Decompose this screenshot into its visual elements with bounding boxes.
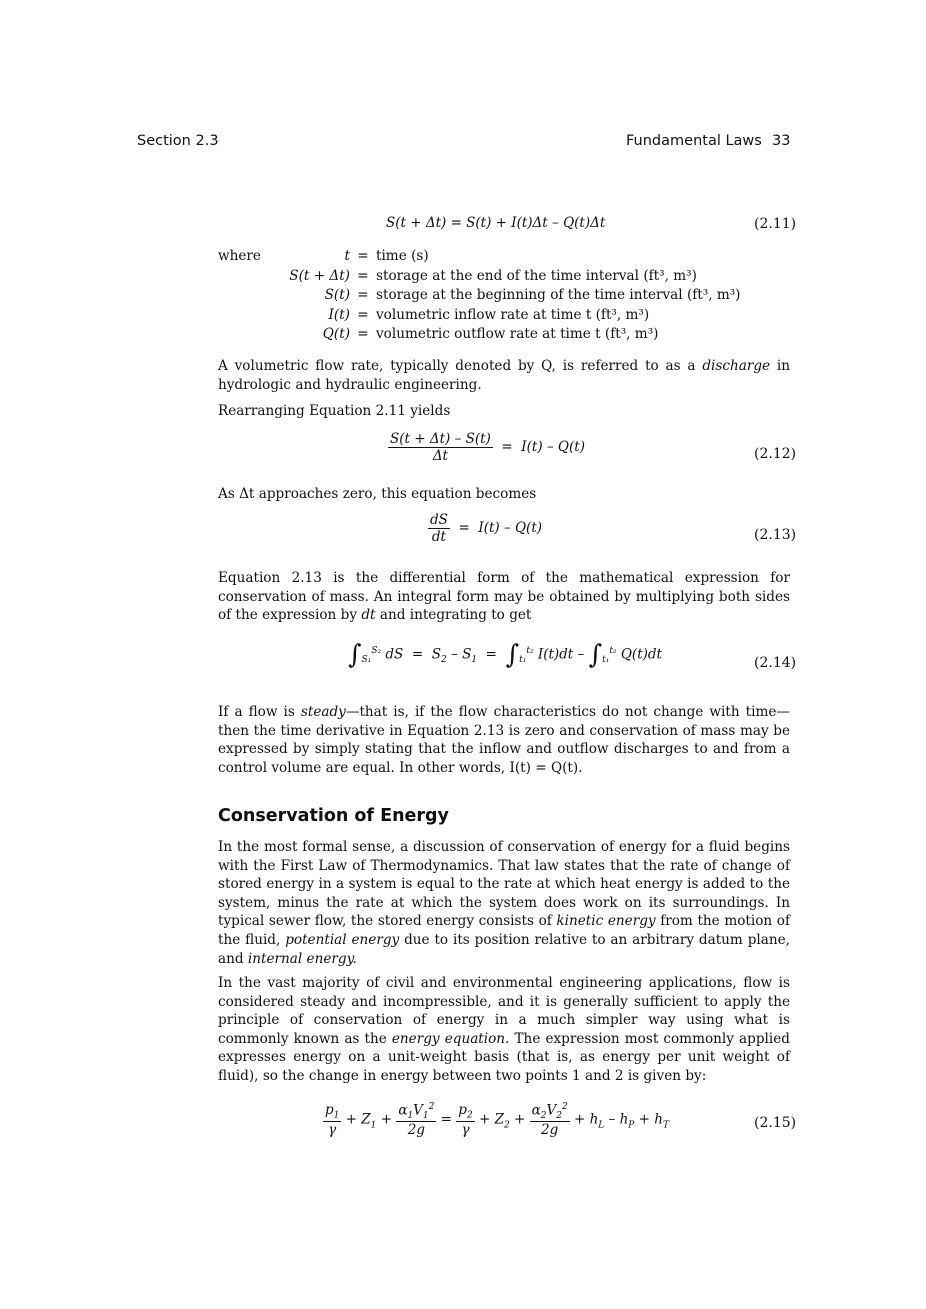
definition-symbol: Q(t) [322,326,350,342]
variable-definitions [218,247,740,345]
section-label: Section 2.3 [137,133,219,149]
equation-number-2-13: (2.13) [754,527,797,543]
definition-row: I(t) = volumetric inflow rate at time t (ft³, m³) [218,306,740,326]
definition-text: volumetric outflow rate at time t (ft³, m³) [376,326,659,342]
running-title: Fundamental Laws [626,133,762,149]
paragraph-approaching-zero: As Δt approaches zero, this equation becomes [218,486,537,502]
definition-row: S(t) = storage at the beginning of the time interval (ft³, m³) [218,286,740,306]
definition-row: S(t + Δt) = storage at the end of the time interval (ft³, m³) [218,267,740,287]
definition-text: storage at the end of the time interval (ft³, m³) [376,267,697,284]
page-number: 33 [772,133,791,149]
section-heading-conservation-of-energy: Conservation of Energy [218,806,449,826]
definition-text: time (s) [376,248,429,264]
definition-symbol: S(t) [324,287,350,303]
definition-row: Q(t) = volumetric outflow rate at time t (ft³, m³) [218,325,740,345]
equation-number-2-11: (2.11) [754,216,797,232]
equation-2-14: $\int_{S_1}^{S_2}$ dS = $S_2 - S_1 = \int_{t_1}^{t_2}$ $I(t)dt - \int_{t_1}^{t_2}$ Q(t)dt [348,640,662,670]
paragraph-first-law: In the most formal sense, a discussion of conservation of energy for a fluid begins with the First Law of Thermodynamics. That law states that the rate of change of stored energy in a system is equal to the rate at which heat energy is added to the system, minus the rate at which the system does work on its surroundings. In typical sewer flow, the stored energy consists of kinetic energy from the motion of the fluid, potential energy due to its position relative to an arbitrary datum plane, and internal energy. [218,839,790,967]
paragraph-discharge: A volumetric flow rate, typically denoted by Q, is referred to as a discharge in hydrologic and hydraulic engineering. [218,358,790,393]
equation-2-13: $\frac{dS}{dt}$ = I(t) – Q(t) [430,512,543,545]
definition-text: volumetric inflow rate at time t (ft³, m³) [376,306,650,323]
paragraph-energy-equation: In the vast majority of civil and environmental engineering applications, flow is considered steady and incompressible, and it is generally sufficient to apply the principle of conservation of energy in a much simpler way using what is commonly known as the energy equation. The expression most commonly applied expresses energy on a unit-weight basis (that is, as energy per unit weight of fluid), so the change in energy between two points 1 and 2 is given by: [218,975,790,1084]
paragraph-rearranging: Rearranging Equation 2.11 yields [218,403,451,419]
definition-symbol: S(t + Δt) [289,267,350,284]
paragraph-steady-flow: If a flow is steady—that is, if the flow characteristics do not change with time—then the time derivative in Equation 2.13 is zero and conservation of mass may be expressed by simply stating that the inflow and outflow discharges to and from a control volume are equal. In other words, I(t) = Q(t). [218,704,790,776]
definition-symbol: t [344,248,350,264]
equation-number-2-14: (2.14) [754,655,797,671]
definition-row: where t = time (s) [218,247,740,267]
where-label: where [218,248,261,264]
equation-number-2-15: (2.15) [754,1115,797,1131]
equation-number-2-12: (2.12) [754,446,797,462]
paragraph-integral-form: Equation 2.13 is the differential form of the mathematical expression for conservation of mass. An integral form may be obtained by multiplying both sides of the expression by dt and integrating to get [218,570,790,624]
definition-text: storage at the beginning of the time interval (ft³, m³) [376,287,741,303]
definition-symbol: I(t) [328,306,350,323]
equation-2-12: $\frac{S(t + \Delta t) - S(t)}{\Delta t}$ = I(t) – Q(t) [390,431,585,464]
equation-2-15: $\frac{p_1}{\gamma}$ + $Z_1$ + $\frac{\alpha_1V_1^2}{2g}$ = $\frac{p_2}{\gamma}$ + $Z_2$ + $\frac{\alpha_2V_2^2}{2g}$ + $h_L - h_P + h_T$ [325,1102,669,1139]
equation-2-11: S(t + Δt) = S(t) + I(t)Δt – Q(t)Δt [386,215,606,231]
